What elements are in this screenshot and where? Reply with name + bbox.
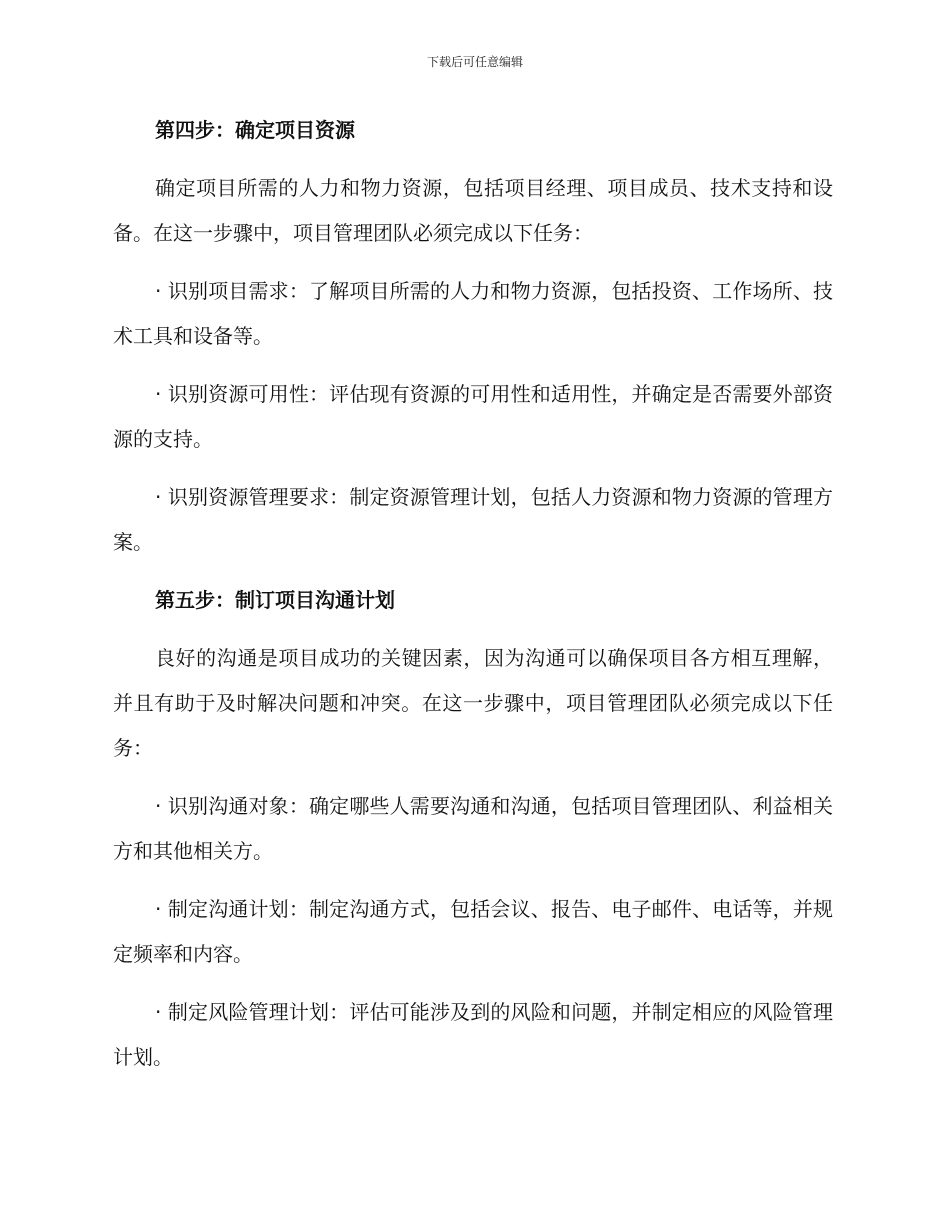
list-item: · 识别项目需求：了解项目所需的人力和物力资源，包括投资、工作场所、技术工具和设备等。 — [113, 279, 833, 348]
list-item: · 识别资源可用性：评估现有资源的可用性和适用性，并确定是否需要外部资源的支持。 — [113, 382, 833, 451]
section-intro-step-five: 良好的沟通是项目成功的关键因素，因为沟通可以确保项目各方相互理解，并且有助于及时解决问题和冲突。在这一步骤中，项目管理团队必须完成以下任务： — [113, 646, 833, 760]
section-heading-step-four: 第四步：确定项目资源 — [155, 118, 355, 142]
list-item: · 制定沟通计划：制定沟通方式，包括会议、报告、电子邮件、电话等，并规定频率和内容。 — [113, 897, 833, 966]
list-item: · 识别资源管理要求：制定资源管理计划，包括人力资源和物力资源的管理方案。 — [113, 485, 833, 554]
section-intro-step-four: 确定项目所需的人力和物力资源，包括项目经理、项目成员、技术支持和设备。在这一步骤中，项目管理团队必须完成以下任务： — [113, 176, 833, 245]
list-item: · 制定风险管理计划：评估可能涉及到的风险和问题，并制定相应的风险管理计划。 — [113, 1000, 833, 1069]
document-body — [113, 108, 833, 1080]
section-heading-step-five: 第五步：制订项目沟通计划 — [155, 588, 395, 612]
list-item: · 识别沟通对象：确定哪些人需要沟通和沟通，包括项目管理团队、利益相关方和其他相关方。 — [113, 794, 833, 863]
page-header-note: 下载后可任意编辑 — [426, 55, 523, 69]
